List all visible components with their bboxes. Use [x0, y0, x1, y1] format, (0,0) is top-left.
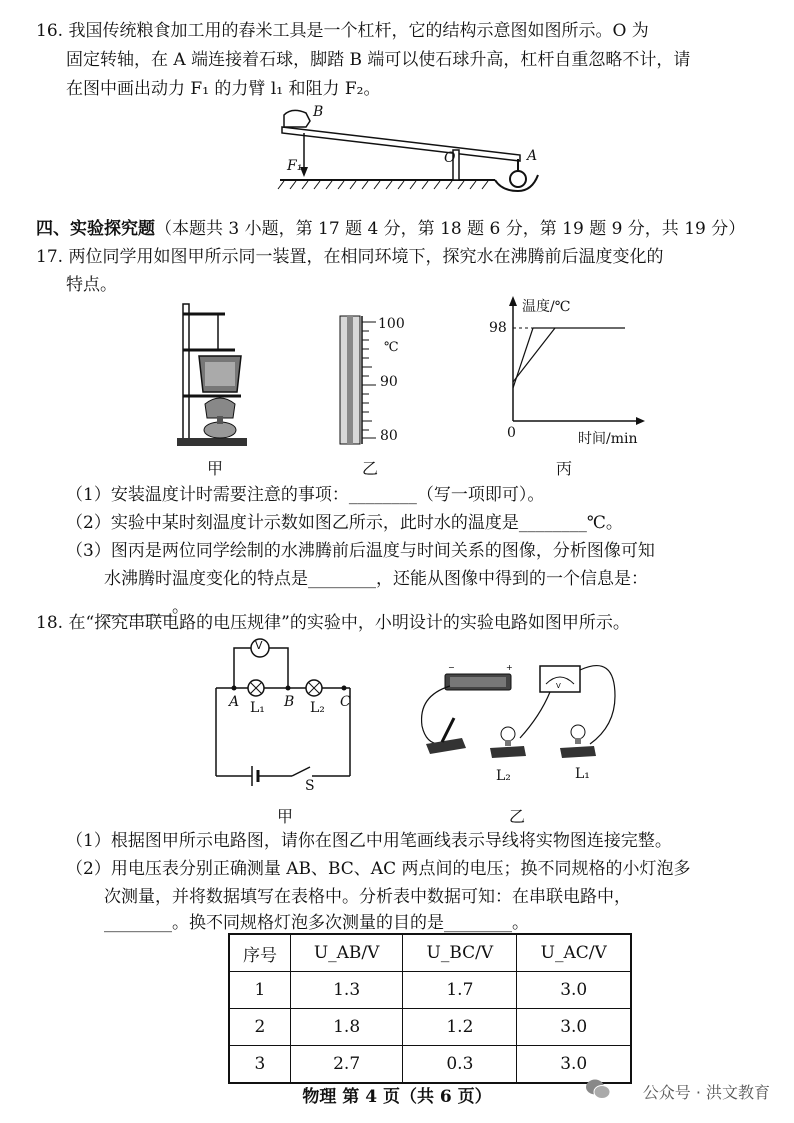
switch-S-label: S: [305, 778, 315, 794]
fig-yi: 乙: [362, 459, 379, 478]
q17-sub3b: 水沸腾时温度变化的特点是________，还能从图像中得到的一个信息是：: [104, 569, 648, 589]
fig-jia: 甲: [207, 459, 224, 478]
q17-sub2: （2）实验中某时刻温度计示数如图乙所示，此时水的温度是________℃。: [66, 513, 623, 533]
q17-sub1: （1）安装温度计时需要注意的事项：________（写一项即可）。: [66, 485, 545, 505]
q18-line1: 18. 在“探究串联电路的电压规律”的实验中，小明设计的实验电路如图甲所示。: [36, 613, 630, 633]
table-cell: 3.0: [517, 972, 631, 1009]
table-header: U_AC/V: [517, 934, 631, 972]
q17-line1: 17. 两位同学用如图甲所示同一装置，在相同环境下，探究水在沸腾前后温度变化的: [36, 247, 664, 267]
graph-xlabel: 时间/min: [578, 431, 638, 447]
table-header: U_AB/V: [290, 934, 402, 972]
q17-line2: 特点。: [66, 275, 117, 295]
q17-sub3a: （3）图丙是两位同学绘制的水沸腾前后温度与时间关系的图像，分析图像可知: [66, 541, 655, 561]
page-footer: 物理 第 4 页（共 6 页）: [302, 1087, 492, 1107]
label-B: B: [313, 104, 324, 120]
voltmeter-label: V: [255, 639, 263, 652]
section-title: [36, 218, 745, 240]
wechat-icon: [585, 1078, 611, 1100]
table-cell: 1.7: [403, 972, 517, 1009]
table-header-row: [229, 934, 631, 972]
table-cell: 1: [229, 972, 290, 1009]
q18-sub2b: 次测量，并将数据填写在表格中。分析表中数据可知：在串联电路中，: [104, 887, 631, 907]
q16-line3: 在图中画出动力 F₁ 的力臂 l₁ 和阻力 F₂。: [66, 79, 381, 99]
label-F1: F₁: [287, 158, 303, 174]
lamp-L1-label: L₁: [250, 700, 265, 716]
circuit-diagram: [210, 636, 360, 786]
svg-text:V: V: [556, 682, 561, 690]
table-cell: 2.7: [290, 1046, 402, 1084]
voltage-table: [228, 933, 632, 1084]
q18-sub2c: ________。换不同规格灯泡多次测量的目的是________。: [104, 913, 529, 933]
table-cell: 3.0: [517, 1046, 631, 1084]
thermo-90: 90: [380, 374, 398, 390]
section-name: 四、实验探究题: [36, 219, 155, 239]
table-cell: 3.0: [517, 1009, 631, 1046]
watermark: 公众号 · 洪文教育: [642, 1083, 770, 1102]
section-note: （本题共 3 小题，第 17 题 4 分，第 18 题 6 分，第 19 题 9 分，共 19 分）: [155, 219, 746, 239]
table-cell: 0.3: [403, 1046, 517, 1084]
lamp-L2-label: L₂: [310, 700, 325, 716]
table-cell: 1.3: [290, 972, 402, 1009]
q16-line1: 16. 我国传统粮食加工用的舂米工具是一个杠杆，它的结构示意图如图所示。O 为: [36, 21, 649, 41]
foot-icon: [284, 110, 310, 127]
fig18-yi: 乙: [509, 807, 526, 826]
thermometer-scale: [338, 316, 378, 444]
real-L2-label: L₂: [496, 768, 511, 784]
q17-sub3c: ________。: [104, 597, 189, 617]
table-cell: 2: [229, 1009, 290, 1046]
table-cell: 1.8: [290, 1009, 402, 1046]
q18-sub2a: （2）用电压表分别正确测量 AB、BC、AC 两点间的电压；换不同规格的小灯泡多: [66, 859, 691, 879]
real-L1-label: L₁: [575, 766, 590, 782]
stone-ball-icon: [510, 171, 526, 187]
node-A: A: [229, 694, 240, 710]
table-header: 序号: [229, 934, 290, 972]
thermo-100: 100: [378, 316, 405, 332]
boiling-apparatus: [175, 300, 255, 450]
svg-text:−: −: [448, 663, 455, 672]
q18-sub1: （1）根据图甲所示电路图，请你在图乙中用笔画线表示导线将实物图连接完整。: [66, 831, 672, 851]
graph-y98: 98: [489, 320, 507, 336]
temperature-time-graph: [505, 296, 655, 431]
lever-diagram: [270, 105, 550, 195]
table-row: [229, 1046, 631, 1084]
label-O: O: [444, 150, 456, 166]
table-row: [229, 972, 631, 1009]
thermo-80: 80: [380, 428, 398, 444]
fig-bing: 丙: [556, 459, 573, 478]
node-C: C: [340, 694, 351, 710]
fig18-jia: 甲: [277, 807, 294, 826]
table-cell: 1.2: [403, 1009, 517, 1046]
svg-text:+: +: [506, 663, 513, 672]
real-circuit-photo: [410, 656, 625, 776]
graph-ylabel: 温度/℃: [522, 299, 571, 315]
table-row: [229, 1009, 631, 1046]
node-B: B: [284, 694, 295, 710]
thermo-unit: ℃: [384, 340, 399, 355]
q16-line2: 固定转轴，在 A 端连接着石球，脚踏 B 端可以使石球升高，杠杆自重忽略不计，请: [66, 50, 691, 70]
table-header: U_BC/V: [403, 934, 517, 972]
label-A: A: [527, 148, 538, 164]
graph-origin: 0: [507, 425, 516, 441]
table-cell: 3: [229, 1046, 290, 1084]
